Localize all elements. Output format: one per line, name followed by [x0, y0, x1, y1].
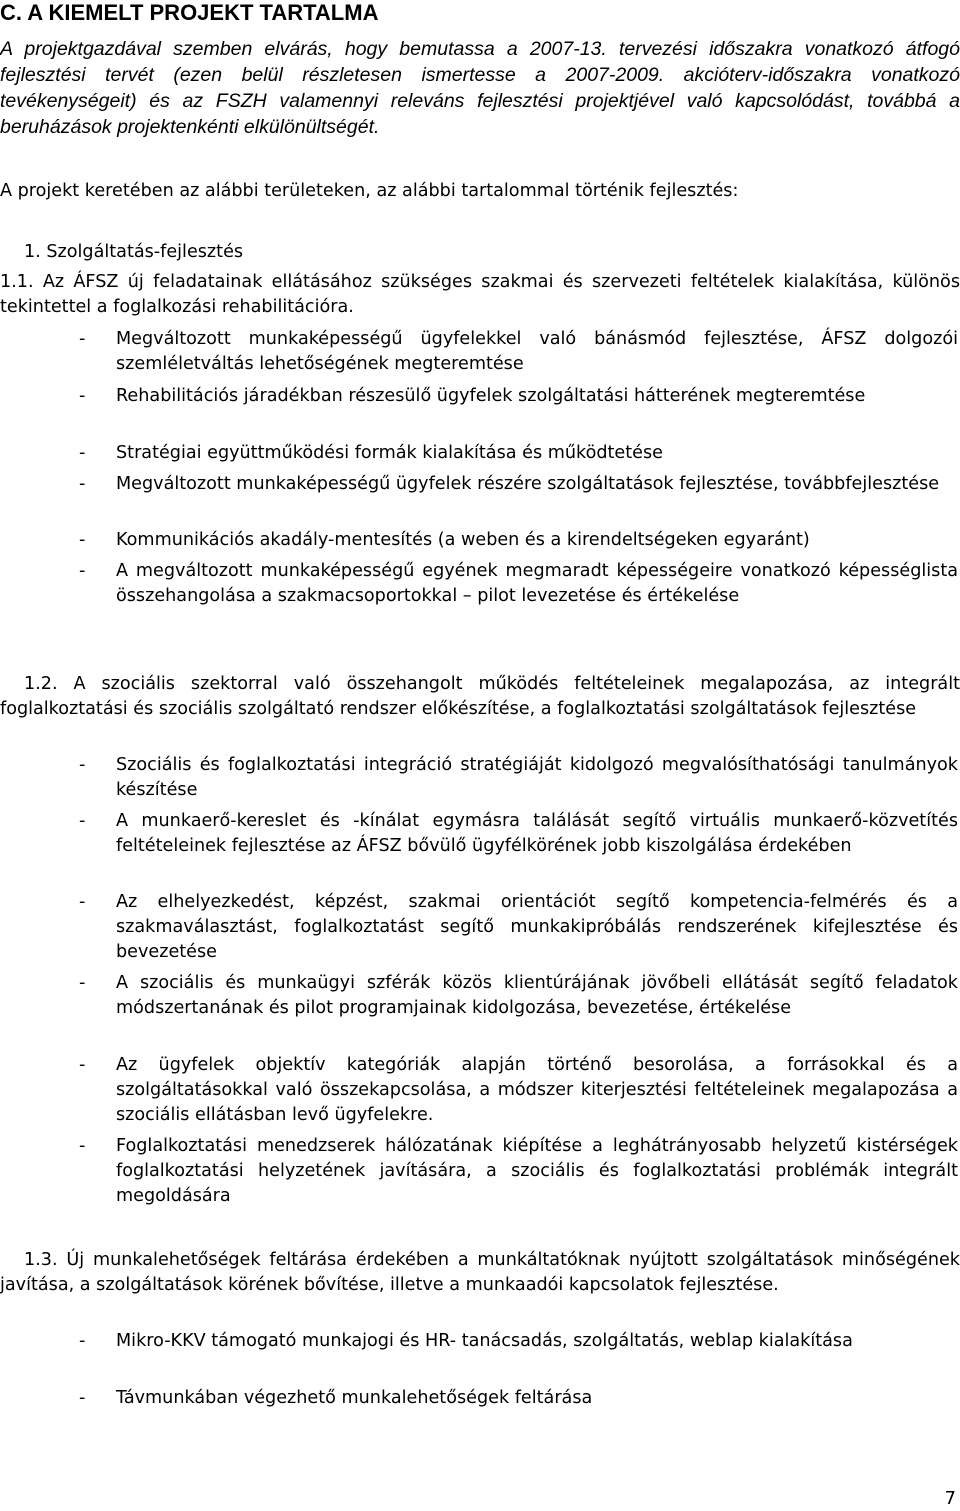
bullet-dash: - — [79, 474, 86, 494]
bullet-dash: - — [79, 386, 86, 406]
section-1-title: 1. Szolgáltatás-fejlesztés — [24, 242, 244, 262]
bullet-dash: - — [79, 811, 86, 831]
bullet-dash: - — [79, 973, 86, 993]
list-item-text: Megváltozott munkaképességű ügyfelekkel való bánásmód fejlesztése, ÁFSZ dolgozói szemléletváltás lehetőségének megteremtése — [116, 329, 958, 374]
list-item-text: Megváltozott munkaképességű ügyfelek részére szolgáltatások fejlesztése, továbbfejlesztése — [116, 474, 940, 494]
bullet-dash: - — [79, 1055, 86, 1075]
bullet-dash: - — [79, 1388, 86, 1408]
list-item-text: Rehabilitációs járadékban részesülő ügyfelek szolgáltatási hátterének megteremtése — [116, 386, 866, 406]
list-item — [79, 1386, 958, 1411]
list-item — [79, 559, 958, 609]
list-item — [79, 971, 958, 1021]
list-item-text: Szociális és foglalkoztatási integráció stratégiáját kidolgozó megvalósíthatósági tanulmányok készítése — [116, 755, 958, 800]
list-item — [79, 1134, 958, 1209]
list-item-text: A szociális és munkaügyi szférák közös klientúrájának jövőbeli ellátását segítő feladatok módszertanának és pilot programjainak kidolgozása, bevezetése, értékelése — [116, 973, 958, 1018]
bullet-dash: - — [79, 892, 86, 912]
subsection-1-2-text: 1.2. A szociális szektorral való összehangolt működés feltételeinek megalapozása, az integrált foglalkoztatási és szociális szolgáltató rendszer előkészítése, a foglalkoztatási szolgáltatások fejlesztése — [0, 674, 960, 719]
list-item-text: A munkaerő-kereslet és -kínálat egymásra találását segítő virtuális munkaerő-közvetítés feltételeinek fejlesztése az ÁFSZ bővülő ügyfélkörének jobb kiszolgálása érdekében — [116, 811, 958, 856]
list-item — [79, 441, 958, 466]
list-item-text: Kommunikációs akadály-mentesítés (a weben és a kirendeltségeken egyaránt) — [116, 530, 810, 550]
list-item — [79, 327, 958, 377]
intro-paragraph: A projektgazdával szemben elvárás, hogy bemutassa a 2007-13. tervezési időszakra vonatkozó átfogó fejlesztési tervét (ezen belül részletesen ismertesse a 2007-2009. akcióterv-időszakra vonatkozó tevékenységeit) és az FSZH valamennyi releváns fejlesztési projektjével való kapcsolódást, továbbá a beruházások projektenkénti elkülönültségét. — [0, 38, 960, 138]
list-item — [79, 1053, 958, 1128]
list-item-text: A megváltozott munkaképességű egyének megmaradt képességeire vonatkozó képességlista összehangolása a szakmacsoportokkal – pilot levezetése és értékelése — [116, 561, 958, 606]
bullet-dash: - — [79, 561, 86, 581]
subsection-1-1-text: 1.1. Az ÁFSZ új feladatainak ellátásához szükséges szakmai és szervezeti feltételek kialakítása, különös tekintettel a foglalkozási rehabilitációra. — [0, 272, 960, 317]
lead-sentence: A projekt keretében az alábbi területeken, az alábbi tartalommal történik fejlesztés: — [0, 181, 739, 201]
list-item-text: Mikro-KKV támogató munkajogi és HR- tanácsadás, szolgáltatás, weblap kialakítása — [116, 1331, 853, 1351]
bullet-dash: - — [79, 329, 86, 349]
list-item — [79, 890, 958, 965]
list-item-text: Távmunkában végezhető munkalehetőségek feltárása — [116, 1388, 593, 1408]
list-item — [79, 528, 958, 553]
page-number: 7 — [944, 1488, 956, 1509]
bullet-dash: - — [79, 1136, 86, 1156]
list-item — [79, 753, 958, 803]
list-item — [79, 472, 958, 497]
subsection-1-3-text: 1.3. Új munkalehetőségek feltárása érdekében a munkáltatóknak nyújtott szolgáltatások minőségének javítása, a szolgáltatások körének bővítése, illetve a munkaadói kapcsolatok fejlesztése. — [0, 1250, 960, 1295]
list-item-text: Az ügyfelek objektív kategóriák alapján történő besorolása, a forrásokkal és a szolgáltatásokkal való összekapcsolása, a módszer kiterjesztési feltételeinek megalapozása a szociális ellátásban levő ügyfelekre. — [116, 1055, 958, 1125]
list-item-text: Stratégiai együttműködési formák kialakítása és működtetése — [116, 443, 663, 463]
bullet-dash: - — [79, 1331, 86, 1351]
bullet-dash: - — [79, 530, 86, 550]
list-item-text: Foglalkoztatási menedzserek hálózatának kiépítése a leghátrányosabb helyzetű kistérségek foglalkoztatási helyzetének javítására, a szociális és foglalkoztatási problémák integrált megoldására — [116, 1136, 958, 1206]
list-item-text: Az elhelyezkedést, képzést, szakmai orientációt segítő kompetencia-felmérés és a szakmaválasztást, foglalkoztatást segítő munkakipróbálás rendszerének kifejlesztése és bevezetése — [116, 892, 958, 962]
list-item — [79, 809, 958, 859]
bullet-dash: - — [79, 755, 86, 775]
section-heading: C. A KIEMELT PROJEKT TARTALMA — [0, 0, 379, 25]
list-item — [79, 384, 958, 409]
list-item — [79, 1329, 958, 1354]
bullet-dash: - — [79, 443, 86, 463]
